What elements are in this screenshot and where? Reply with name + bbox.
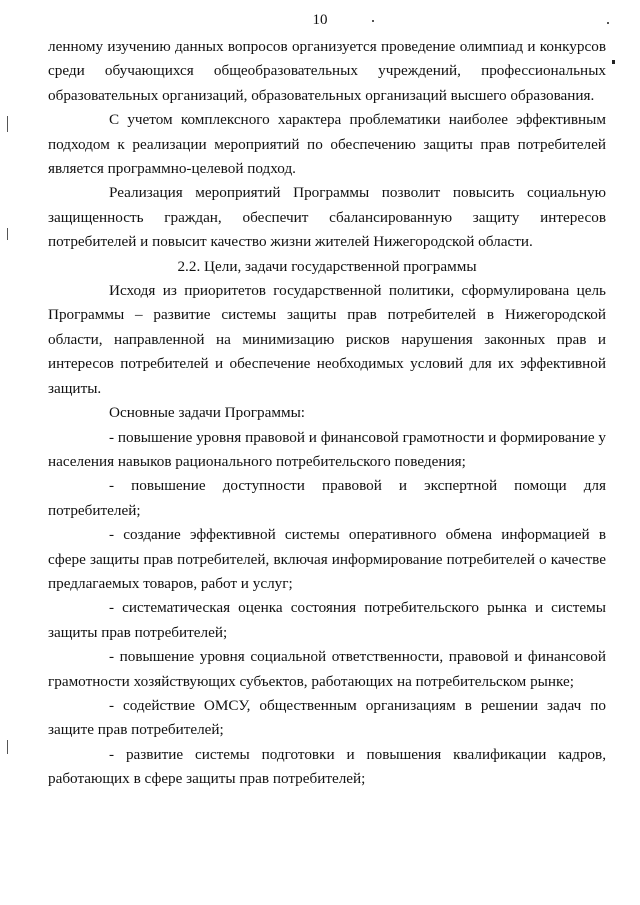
list-item: - повышение уровня правовой и финансовой грамотности и формирование у населения навыков рационального потребительского поведения; — [48, 428, 606, 470]
paragraph: Реализация мероприятий Программы позволит повысить социальную защищенность граждан, обеспечит сбалансированную защиту интересов потребителей и повысит качество жизни жителей Нижегородской области. — [48, 184, 606, 251]
list-item: - повышение уровня социальной ответственности, правовой и финансовой грамотности хозяйствующих субъектов, работающих на потребительском рынке; — [48, 648, 606, 690]
page-number: 10 — [312, 12, 328, 28]
scan-mark — [607, 22, 609, 24]
scan-mark — [612, 60, 615, 64]
list-item: - содействие ОМСУ, общественным организациям в решении задач по защите прав потребителей; — [48, 696, 606, 739]
list-intro: Основные задачи Программы: — [109, 404, 305, 422]
scan-mark — [7, 116, 8, 132]
list-item: - развитие системы подготовки и повышения квалификации кадров, работающих в сфере защиты прав потребителей; — [48, 745, 606, 788]
scan-mark — [7, 228, 8, 240]
section-heading: 2.2. Цели, задачи государственной программы — [177, 257, 477, 275]
paragraph: С учетом комплексного характера проблематики наиболее эффективным подходом к реализации мероприятий по обеспечению защиты прав потребителей является программно-целевой подход. — [48, 111, 606, 178]
scan-mark — [7, 740, 8, 754]
document-body — [48, 35, 606, 792]
list-item: - систематическая оценка состояния потребительского рынка и системы защиты прав потребителей; — [48, 599, 606, 641]
paragraph: ленному изучению данных вопросов организуется проведение олимпиад и конкурсов среди обучающихся общеобразовательных учреждений, профессиональных образовательных организаций, образовательных организаций высшего образования. — [48, 38, 606, 104]
list-item: - повышение доступности правовой и экспертной помощи для потребителей; — [48, 477, 606, 519]
list-item: - создание эффективной системы оперативного обмена информацией в сфере защиты прав потребителей, включая информирование потребителей о качестве предлагаемых товаров, работ и услуг; — [48, 526, 606, 592]
scan-mark — [372, 20, 374, 22]
paragraph: Исходя из приоритетов государственной политики, сформулирована цель Программы – развитие системы защиты прав потребителей в Нижегородской области, направленной на минимизацию рисков нарушения законных прав и интересов потребителей и обеспечение необходимых условий для их эффективной защиты. — [48, 282, 606, 397]
